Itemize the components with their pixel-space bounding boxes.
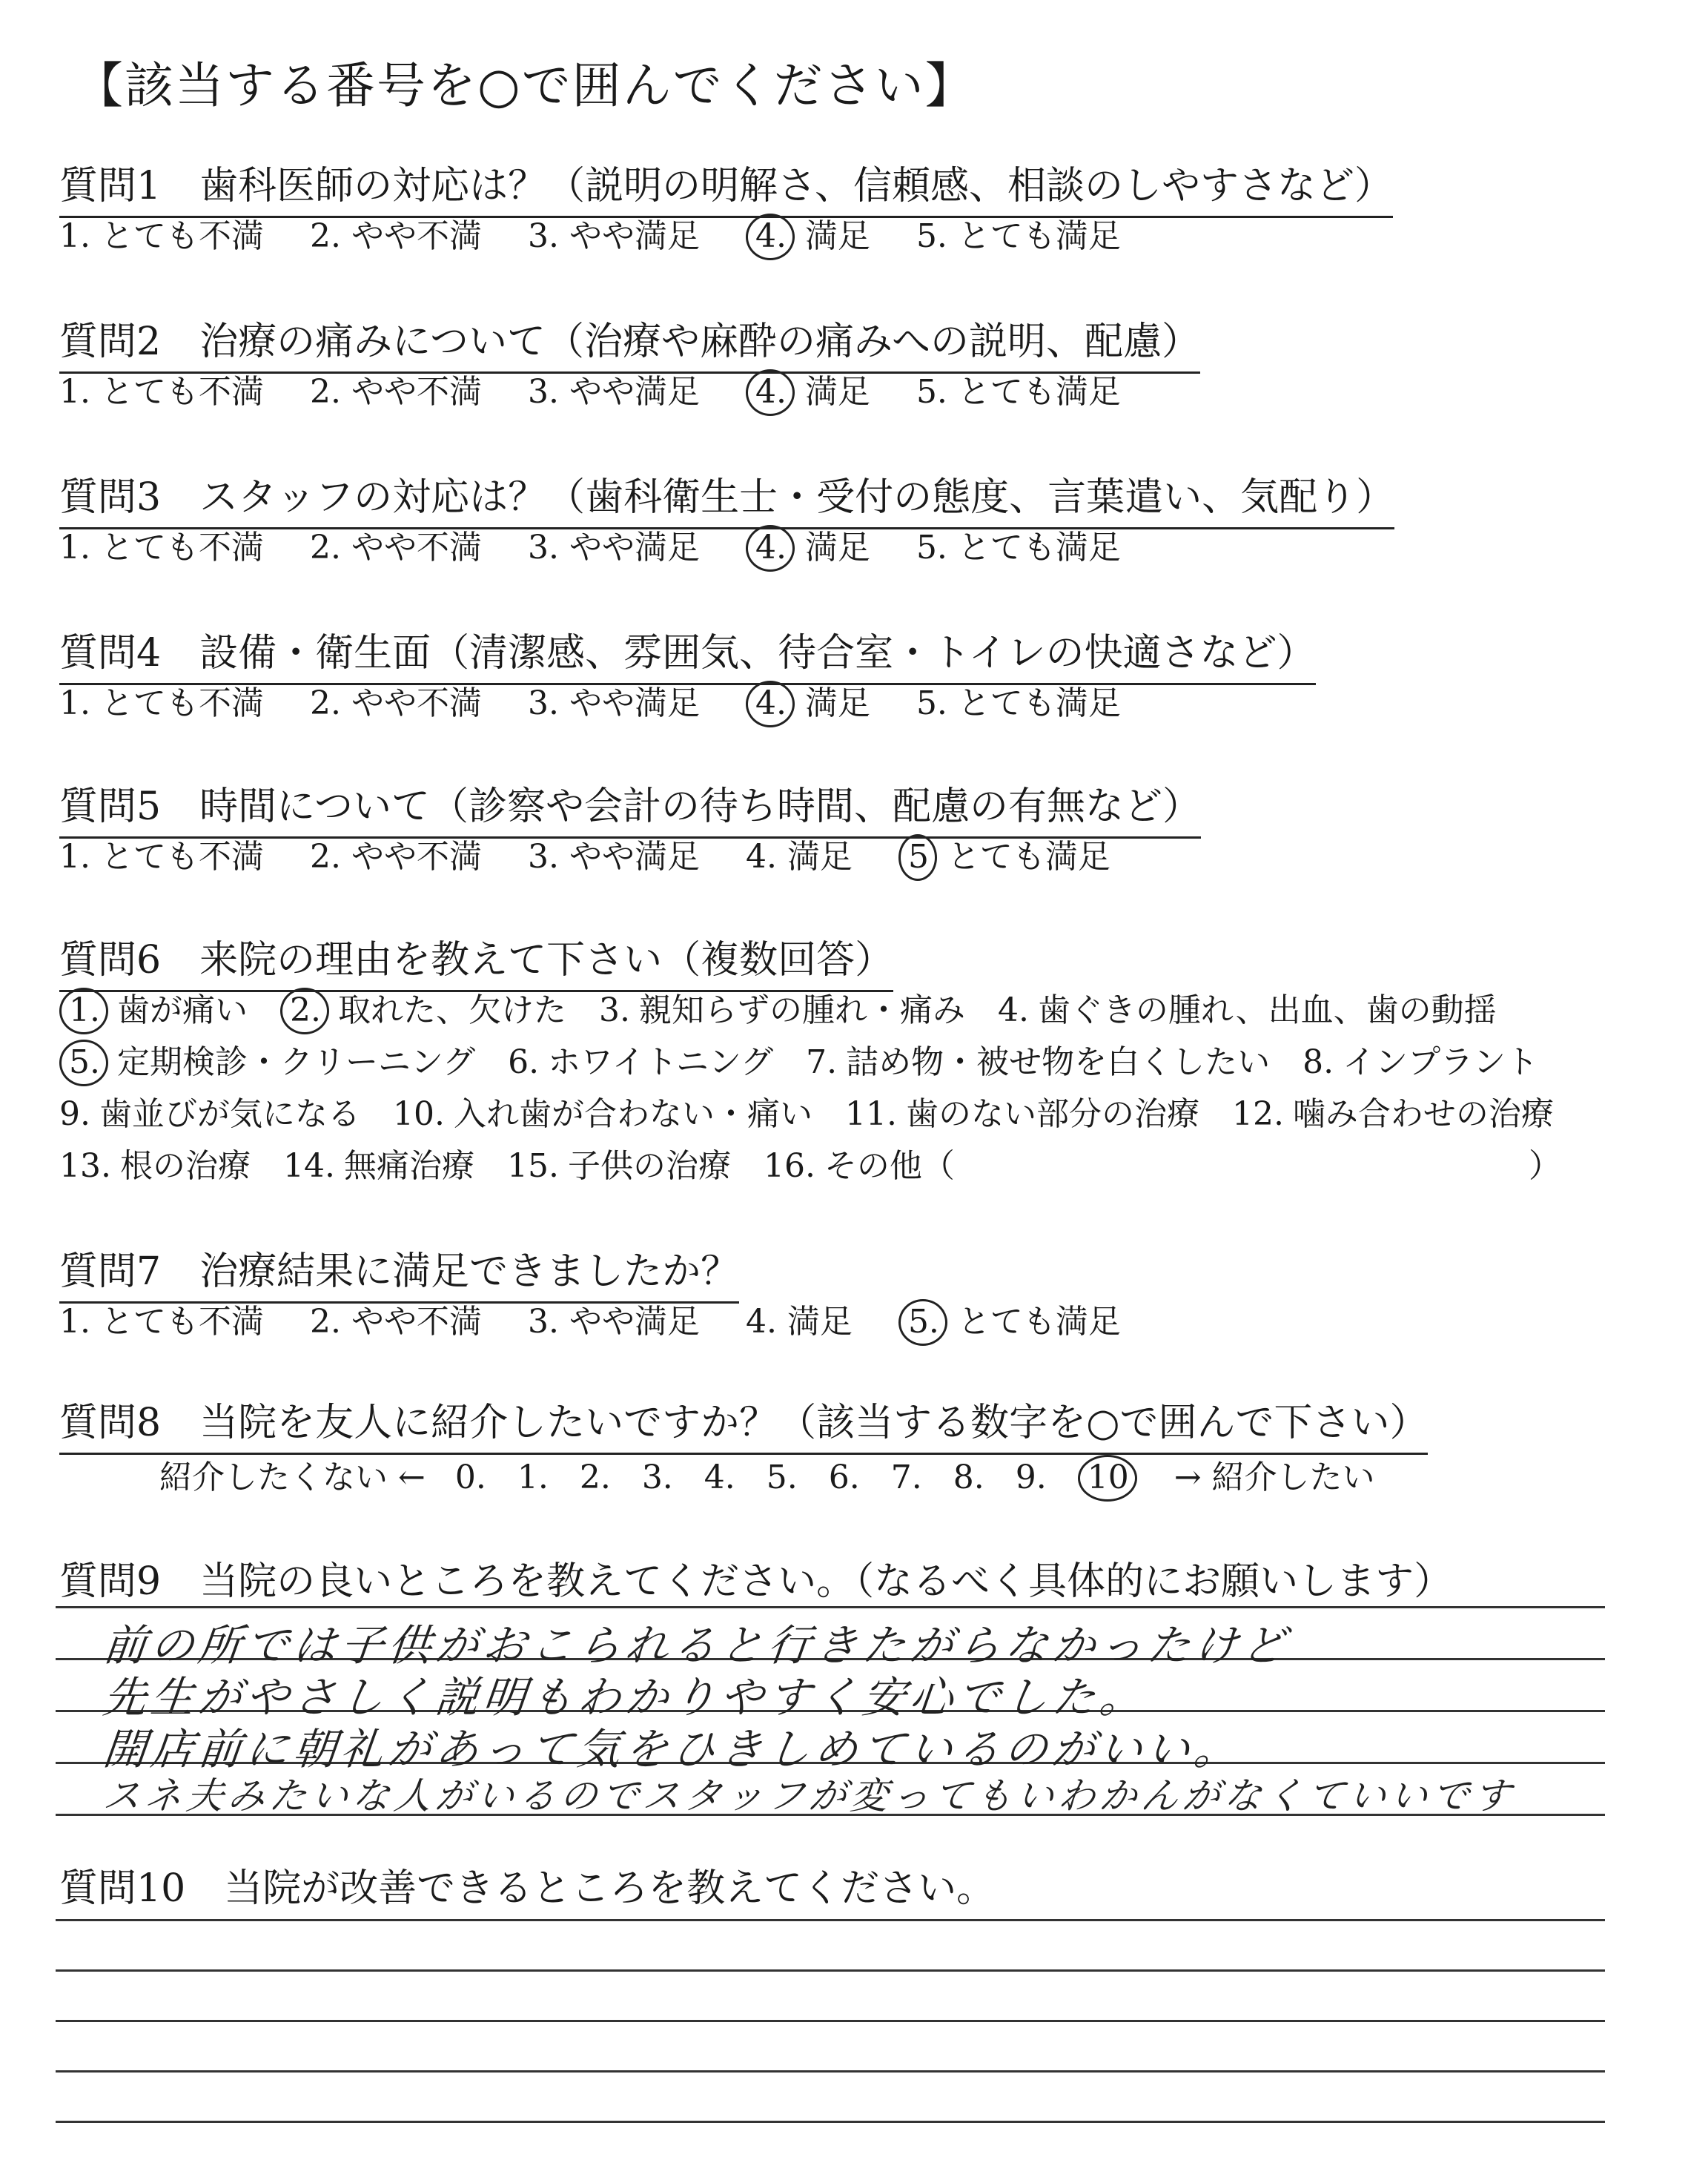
answer-rule[interactable] bbox=[56, 2070, 1605, 2073]
option-label: 詰め物・被せ物を白くしたい bbox=[846, 1043, 1271, 1081]
option-number: 2. bbox=[309, 529, 341, 567]
scale-value[interactable]: 4. bbox=[704, 1459, 735, 1496]
reason-option[interactable] bbox=[59, 1087, 360, 1135]
q6-line bbox=[59, 1035, 1571, 1083]
handwritten-line: 前の所では子供がおこられると行きたがらなかったけど bbox=[100, 1620, 1293, 1671]
q6-line bbox=[59, 1139, 1561, 1186]
rating-option[interactable] bbox=[528, 209, 700, 257]
option-number: 5 bbox=[898, 834, 937, 881]
rating-option[interactable] bbox=[528, 365, 700, 412]
option-label: やや不満 bbox=[351, 1303, 482, 1341]
option-number: 2. bbox=[309, 373, 341, 411]
rating-option[interactable] bbox=[916, 365, 1121, 412]
scale-value[interactable]: 10 bbox=[1078, 1455, 1137, 1502]
rating-option[interactable] bbox=[898, 1295, 1121, 1342]
option-number: 4. bbox=[745, 838, 777, 876]
reason-option[interactable] bbox=[393, 1087, 812, 1135]
answer-rule[interactable] bbox=[56, 2121, 1605, 2123]
option-number: 7. bbox=[806, 1043, 838, 1081]
option-number: 4. bbox=[746, 214, 795, 260]
option-label: 親知らずの腫れ・痛み bbox=[638, 991, 965, 1029]
handwritten-line: 開店前に朝礼があって気をひきしめているのがいい。 bbox=[100, 1724, 1245, 1774]
reason-option[interactable] bbox=[998, 983, 1497, 1031]
question-heading: 質問4 設備・衛生面（清潔感、雰囲気、待合室・トイレの快適さなど） bbox=[59, 621, 1316, 685]
option-number: 8. bbox=[1302, 1043, 1334, 1081]
question-heading: 質問2 治療の痛みについて（治療や麻酔の痛みへの説明、配慮） bbox=[59, 310, 1200, 374]
rating-option[interactable] bbox=[916, 209, 1121, 257]
reason-option[interactable] bbox=[508, 1035, 773, 1083]
scale-value[interactable]: 9. bbox=[1015, 1459, 1047, 1496]
option-label: 噛み合わせの治療 bbox=[1292, 1095, 1554, 1133]
option-number: 16. bbox=[763, 1147, 815, 1185]
question-options bbox=[59, 365, 1121, 412]
reason-option[interactable] bbox=[59, 1139, 251, 1186]
question-heading: 質問5 時間について（診察や会計の待ち時間、配慮の有無など） bbox=[59, 775, 1201, 839]
option-label: 子供の治療 bbox=[567, 1147, 731, 1185]
option-number: 1. bbox=[59, 373, 90, 411]
question-options bbox=[59, 209, 1121, 257]
reason-option[interactable] bbox=[845, 1087, 1199, 1135]
handwritten-line: 先生がやさしく説明もわかりやすく安心でした。 bbox=[100, 1672, 1151, 1723]
option-number: 6. bbox=[508, 1043, 540, 1081]
option-number: 9. bbox=[59, 1095, 90, 1133]
rating-option[interactable] bbox=[310, 521, 482, 568]
answer-rule[interactable] bbox=[56, 1969, 1605, 1972]
option-label: 無痛治療 bbox=[343, 1147, 474, 1185]
reason-option[interactable] bbox=[599, 983, 965, 1031]
option-number: 13. bbox=[59, 1147, 111, 1185]
option-number: 2. bbox=[309, 684, 341, 722]
rating-option[interactable] bbox=[746, 676, 870, 724]
option-number: 10. bbox=[392, 1095, 445, 1133]
q8-scale bbox=[159, 1450, 1375, 1498]
option-number: 3. bbox=[527, 684, 559, 722]
option-number: 4. bbox=[745, 1303, 777, 1341]
option-number: 11. bbox=[844, 1095, 897, 1133]
option-label: 満足 bbox=[804, 529, 870, 567]
rating-option[interactable] bbox=[746, 521, 870, 568]
reason-option[interactable] bbox=[507, 1139, 731, 1186]
option-number: 3. bbox=[527, 838, 559, 876]
option-number: 5. bbox=[59, 1040, 108, 1086]
q7-heading: 質問7 治療結果に満足できましたか？ bbox=[59, 1240, 739, 1304]
rating-option[interactable] bbox=[528, 676, 700, 724]
option-number: 5. bbox=[916, 217, 947, 255]
option-label: 歯ぐきの腫れ、出血、歯の動揺 bbox=[1037, 991, 1497, 1029]
option-label: とても満足 bbox=[947, 838, 1110, 876]
rating-option[interactable] bbox=[528, 830, 700, 877]
q6-line bbox=[59, 1087, 1586, 1135]
option-number: 2. bbox=[309, 217, 341, 255]
page-title: 【該当する番号を○で囲んでください】 bbox=[74, 57, 976, 114]
option-label: 定期検診・クリーニング bbox=[116, 1043, 476, 1081]
rating-option[interactable] bbox=[898, 830, 1110, 877]
reason-option[interactable] bbox=[59, 983, 248, 1031]
option-label: とても不満 bbox=[100, 838, 264, 876]
option-label: やや満足 bbox=[569, 529, 700, 567]
option-number: 2. bbox=[309, 838, 341, 876]
option-number: 15. bbox=[506, 1147, 559, 1185]
option-number: 5. bbox=[916, 373, 947, 411]
option-label: やや不満 bbox=[351, 217, 482, 255]
answer-rule[interactable] bbox=[56, 1919, 1605, 1921]
rating-option[interactable] bbox=[59, 1295, 264, 1342]
option-label: とても満足 bbox=[957, 684, 1121, 722]
option-number: 1. bbox=[59, 1303, 90, 1341]
q8-heading: 質問8 当院を友人に紹介したいですか？（該当する数字を○で囲んで下さい） bbox=[59, 1391, 1428, 1455]
option-number: 4. bbox=[746, 525, 795, 572]
reason-option[interactable] bbox=[59, 1035, 475, 1083]
option-label: 歯が痛い bbox=[116, 991, 248, 1029]
option-label: とても不満 bbox=[100, 217, 264, 255]
option-number: 3. bbox=[527, 529, 559, 567]
rating-option[interactable] bbox=[310, 676, 482, 724]
other-close-paren: ） bbox=[1528, 1147, 1561, 1185]
rating-option[interactable] bbox=[59, 209, 264, 257]
option-label: やや満足 bbox=[569, 217, 700, 255]
rating-option[interactable] bbox=[310, 1295, 482, 1342]
option-label: 満足 bbox=[804, 684, 870, 722]
rating-option[interactable] bbox=[310, 209, 482, 257]
option-label: やや満足 bbox=[569, 838, 700, 876]
option-number: 5. bbox=[916, 529, 947, 567]
option-label: とても不満 bbox=[100, 529, 264, 567]
option-number: 1. bbox=[59, 684, 90, 722]
scale-value[interactable]: 6. bbox=[828, 1459, 860, 1496]
rating-option[interactable] bbox=[59, 521, 264, 568]
option-number: 14. bbox=[282, 1147, 335, 1185]
q9-heading: 質問9 当院の良いところを教えてください。（なるべく具体的にお願いします） bbox=[59, 1559, 1453, 1604]
scale-value[interactable]: 2. bbox=[579, 1459, 611, 1496]
option-label: ホワイトニング bbox=[548, 1043, 774, 1081]
option-label: やや満足 bbox=[569, 1303, 700, 1341]
rating-option[interactable] bbox=[528, 521, 700, 568]
rating-option[interactable] bbox=[916, 676, 1121, 724]
option-label: 満足 bbox=[804, 373, 870, 411]
scale-value[interactable]: 5. bbox=[766, 1459, 798, 1496]
option-number: 3. bbox=[527, 1303, 559, 1341]
option-label: 歯並びが気になる bbox=[99, 1095, 360, 1133]
option-number: 5. bbox=[898, 1299, 947, 1346]
rating-option[interactable] bbox=[59, 830, 264, 877]
option-number: 4. bbox=[997, 991, 1029, 1029]
scale-left-label: 紹介したくない ← bbox=[159, 1459, 426, 1496]
rating-option[interactable] bbox=[746, 365, 870, 412]
option-label: やや不満 bbox=[351, 373, 482, 411]
option-number: 3. bbox=[527, 217, 559, 255]
scale-value[interactable]: 8. bbox=[953, 1459, 984, 1496]
handwritten-line: スネ夫みたいな人がいるのでスタッフが変ってもいわかんがなくていいです bbox=[101, 1774, 1517, 1817]
option-number: 3. bbox=[527, 373, 559, 411]
reason-option[interactable] bbox=[764, 1139, 955, 1186]
scale-value[interactable]: 1. bbox=[517, 1459, 549, 1496]
option-number: 3. bbox=[598, 991, 630, 1029]
q10-heading: 質問10 当院が改善できるところを教えてください。 bbox=[59, 1866, 996, 1911]
option-number: 4. bbox=[746, 369, 795, 416]
rating-option[interactable] bbox=[310, 830, 482, 877]
option-label: とても満足 bbox=[957, 373, 1121, 411]
option-label: とても不満 bbox=[100, 684, 264, 722]
option-label: やや満足 bbox=[569, 373, 700, 411]
option-number: 1. bbox=[59, 988, 108, 1034]
option-label: やや不満 bbox=[351, 684, 482, 722]
option-label: とても満足 bbox=[957, 1303, 1121, 1341]
rating-option[interactable] bbox=[746, 830, 853, 877]
reason-option[interactable] bbox=[1232, 1087, 1554, 1135]
option-label: 満足 bbox=[787, 1303, 853, 1341]
reason-option[interactable] bbox=[806, 1035, 1270, 1083]
option-label: やや満足 bbox=[569, 684, 700, 722]
option-number: 12. bbox=[1231, 1095, 1284, 1133]
option-label: とても不満 bbox=[100, 373, 264, 411]
question-options bbox=[59, 521, 1121, 568]
option-label: やや不満 bbox=[351, 838, 482, 876]
option-label: とても不満 bbox=[100, 1303, 264, 1341]
rating-option[interactable] bbox=[528, 1295, 700, 1342]
option-label: 根の治療 bbox=[119, 1147, 251, 1185]
option-label: インプラント bbox=[1343, 1043, 1539, 1081]
option-label: 満足 bbox=[804, 217, 870, 255]
q6-line bbox=[59, 983, 1529, 1031]
answer-rule[interactable] bbox=[56, 2020, 1605, 2022]
rating-option[interactable] bbox=[746, 1295, 853, 1342]
rating-option[interactable] bbox=[59, 365, 264, 412]
scale-value[interactable]: 7. bbox=[890, 1459, 922, 1496]
option-label: 取れた、欠けた bbox=[337, 991, 566, 1029]
q7-options bbox=[59, 1295, 1121, 1342]
option-label: とても満足 bbox=[957, 529, 1121, 567]
scale-right-label: → 紹介したい bbox=[1174, 1459, 1375, 1496]
option-label: やや不満 bbox=[351, 529, 482, 567]
option-number: 2. bbox=[280, 988, 329, 1034]
rating-option[interactable] bbox=[310, 365, 482, 412]
question-heading: 質問3 スタッフの対応は？（歯科衛生士・受付の態度、言葉遣い、気配り） bbox=[59, 466, 1394, 529]
option-label: 入れ歯が合わない・痛い bbox=[453, 1095, 812, 1133]
option-number: 1. bbox=[59, 529, 90, 567]
option-label: 満足 bbox=[787, 838, 853, 876]
rating-option[interactable] bbox=[746, 209, 870, 257]
option-number: 5. bbox=[916, 684, 947, 722]
scale-value[interactable]: 0. bbox=[454, 1459, 486, 1496]
option-number: 4. bbox=[746, 681, 795, 727]
answer-rule bbox=[56, 1606, 1605, 1608]
scale-value[interactable]: 3. bbox=[641, 1459, 673, 1496]
reason-option[interactable] bbox=[280, 983, 566, 1031]
option-number: 1. bbox=[59, 217, 90, 255]
rating-option[interactable] bbox=[916, 521, 1121, 568]
option-number: 2. bbox=[309, 1303, 341, 1341]
reason-option[interactable] bbox=[1302, 1035, 1538, 1083]
rating-option[interactable] bbox=[59, 676, 264, 724]
question-options bbox=[59, 676, 1121, 724]
reason-option[interactable] bbox=[283, 1139, 474, 1186]
option-number: 1. bbox=[59, 838, 90, 876]
option-label: とても満足 bbox=[957, 217, 1121, 255]
question-heading: 質問1 歯科医師の対応は？（説明の明解さ、信頼感、相談のしやすさなど） bbox=[59, 154, 1393, 218]
option-label: その他（ bbox=[824, 1147, 955, 1185]
q6-heading: 質問6 来院の理由を教えて下さい（複数回答） bbox=[59, 928, 893, 992]
question-options bbox=[59, 830, 1110, 877]
option-label: 歯のない部分の治療 bbox=[905, 1095, 1199, 1133]
